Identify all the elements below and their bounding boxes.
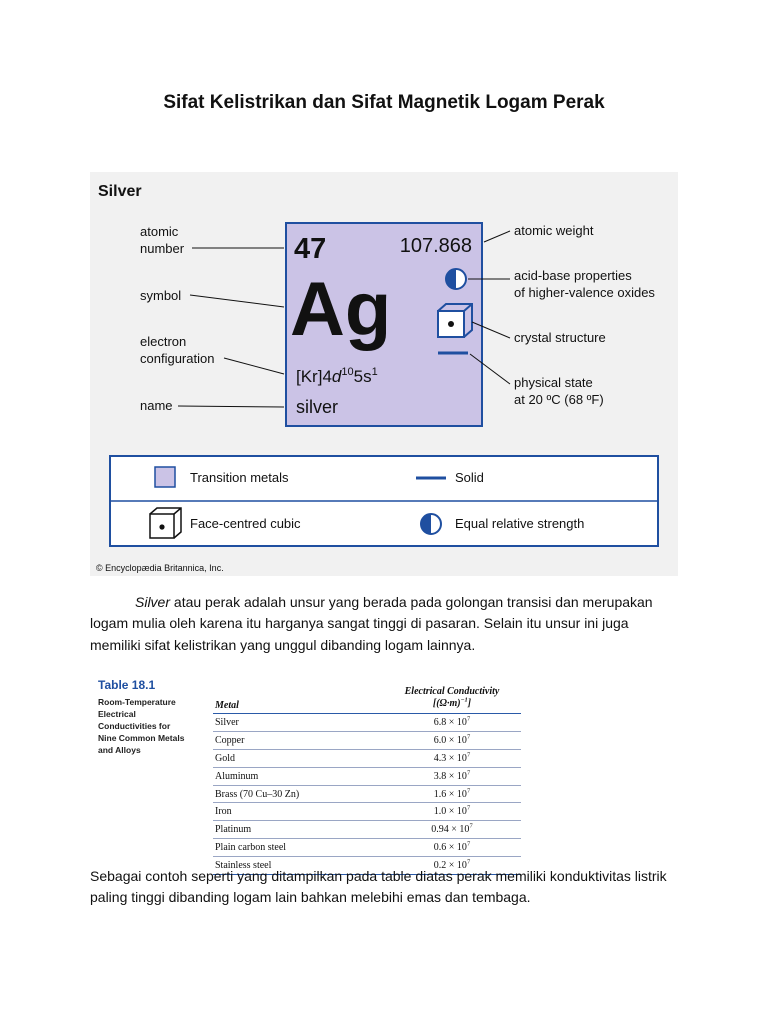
cell-exponent: 7 — [466, 769, 471, 777]
cell-conductivity — [383, 803, 521, 820]
caption-line: and Alloys — [98, 745, 141, 755]
table-row — [213, 714, 521, 732]
label-atomic-2: number — [140, 241, 185, 256]
label-physical-1: physical state — [514, 375, 593, 390]
cell-mantissa: 4.3 × 10 — [433, 752, 467, 764]
figure-copyright: © Encyclopædia Britannica, Inc. — [96, 563, 224, 573]
cell-exponent: 7 — [469, 823, 473, 831]
label-crystal: crystal structure — [514, 330, 606, 345]
cell-metal: Plain carbon steel — [215, 842, 287, 854]
electron-config-d-exp: 10 — [341, 366, 354, 378]
page-title: Sifat Kelistrikan dan Sifat Magnetik Logam Perak — [163, 92, 605, 113]
header-conductivity-close: ] — [467, 698, 472, 709]
cell-conductivity — [383, 750, 521, 767]
transition-metal-swatch-icon — [155, 467, 175, 487]
table-header — [213, 686, 521, 714]
header-conductivity-2: [(Ω·m) — [432, 698, 461, 709]
cell-conductivity — [383, 839, 521, 856]
paragraph-silver-text: atau perak adalah unsur yang berada pada golongan transisi dan merupakan logam mulia oleh karena itu harganya sangat tinggi di pasaran. Selain itu unsur ini juga memiliki sifat kelistrikan yang unggul dibanding logam lainnya. — [90, 594, 653, 653]
table-row — [213, 732, 521, 750]
electron-configuration — [296, 366, 378, 386]
cell-conductivity — [383, 714, 521, 731]
table-row — [213, 768, 521, 786]
legend-transition: Transition metals — [190, 470, 289, 485]
cell-metal: Copper — [215, 734, 245, 746]
element-name: silver — [296, 397, 339, 417]
label-physical-2: at 20 ºC (68 ºF) — [514, 392, 604, 407]
cell-exponent: 7 — [466, 858, 471, 866]
cell-conductivity — [383, 786, 521, 803]
label-acid-base-2: of higher-valence oxides — [514, 285, 655, 300]
header-conductivity — [383, 686, 521, 710]
silver-element-figure — [90, 172, 678, 576]
legend-solid: Solid — [455, 470, 484, 485]
electron-config-s-exp: 1 — [371, 366, 378, 378]
label-symbol: symbol — [140, 288, 182, 303]
cell-mantissa: 0.94 × 10 — [431, 824, 470, 836]
electron-config-s: 5s — [353, 367, 372, 386]
caption-line: Nine Common Metals — [98, 733, 185, 743]
conductivity-table-figure — [92, 672, 522, 872]
label-electron-1: electron — [140, 334, 187, 349]
cell-conductivity — [383, 768, 521, 785]
label-atomic-weight: atomic weight — [514, 223, 594, 238]
cell-mantissa: 3.8 × 10 — [433, 770, 467, 782]
cell-exponent: 7 — [466, 805, 471, 813]
atomic-number-value: 47 — [294, 233, 327, 265]
cell-metal: Silver — [215, 717, 239, 728]
conductivity-table — [213, 686, 521, 875]
table-row — [213, 803, 521, 821]
atomic-weight-value: 107.868 — [399, 235, 472, 257]
header-metal: Metal — [215, 700, 239, 711]
cell-conductivity — [383, 732, 521, 749]
legend-equal: Equal relative strength — [455, 516, 585, 531]
cell-exponent: 7 — [466, 787, 471, 795]
table-row — [213, 750, 521, 768]
caption-line: Conductivities for — [98, 721, 171, 731]
cell-mantissa: 6.0 × 10 — [433, 734, 467, 746]
caption-line: Room-Temperature — [98, 697, 176, 707]
paragraph-conclusion: Sebagai contoh seperti yang ditampilkan pada table diatas perak memiliki konduktivitas listrik paling tinggi dibanding logam lain bahkan melebihi emas dan tembaga. — [90, 868, 667, 906]
legend-fcc: Face-centred cubic — [190, 516, 301, 531]
cell-metal: Platinum — [215, 824, 252, 836]
header-conductivity-exp: −1 — [460, 696, 468, 704]
table-row — [213, 821, 521, 839]
table-row — [213, 786, 521, 804]
electron-config-core: [Kr]4 — [296, 367, 332, 386]
header-conductivity-1: Electrical Conductivity — [404, 686, 500, 697]
cell-metal: Gold — [215, 752, 235, 764]
paragraph-silver-italic: Silver — [135, 594, 171, 610]
table-body — [213, 714, 521, 875]
cell-metal: Stainless steel — [215, 860, 272, 872]
paragraph-silver — [90, 592, 678, 656]
cell-mantissa: 1.6 × 10 — [433, 788, 467, 800]
caption-line: Electrical — [98, 709, 136, 719]
table-caption-block — [98, 678, 208, 756]
cell-metal: Brass (70 Cu–30 Zn) — [215, 788, 300, 800]
cell-exponent: 7 — [466, 840, 471, 848]
half-circle-icon — [446, 269, 466, 289]
cell-conductivity — [383, 821, 521, 838]
cell-metal: Aluminum — [215, 770, 259, 782]
cell-mantissa: 0.6 × 10 — [433, 842, 467, 854]
figure-heading: Silver — [98, 183, 142, 200]
label-atomic-1: atomic — [140, 224, 179, 239]
element-symbol: Ag — [290, 267, 392, 352]
cell-exponent: 7 — [466, 751, 471, 759]
cell-metal: Iron — [215, 806, 232, 818]
label-name: name — [140, 398, 173, 413]
cell-mantissa: 0.2 × 10 — [433, 860, 467, 872]
cell-mantissa: 1.0 × 10 — [433, 806, 467, 818]
label-electron-2: configuration — [140, 351, 215, 366]
legend-half-circle-icon — [421, 514, 441, 534]
cell-exponent: 7 — [466, 733, 471, 741]
table-caption — [98, 696, 208, 756]
cell-exponent: 7 — [466, 715, 471, 723]
table-number: Table 18.1 — [98, 678, 156, 692]
table-row — [213, 839, 521, 857]
electron-config-d: d — [331, 367, 342, 386]
label-acid-base-1: acid-base properties — [514, 268, 632, 283]
cell-mantissa: 6.8 × 10 — [433, 717, 467, 728]
